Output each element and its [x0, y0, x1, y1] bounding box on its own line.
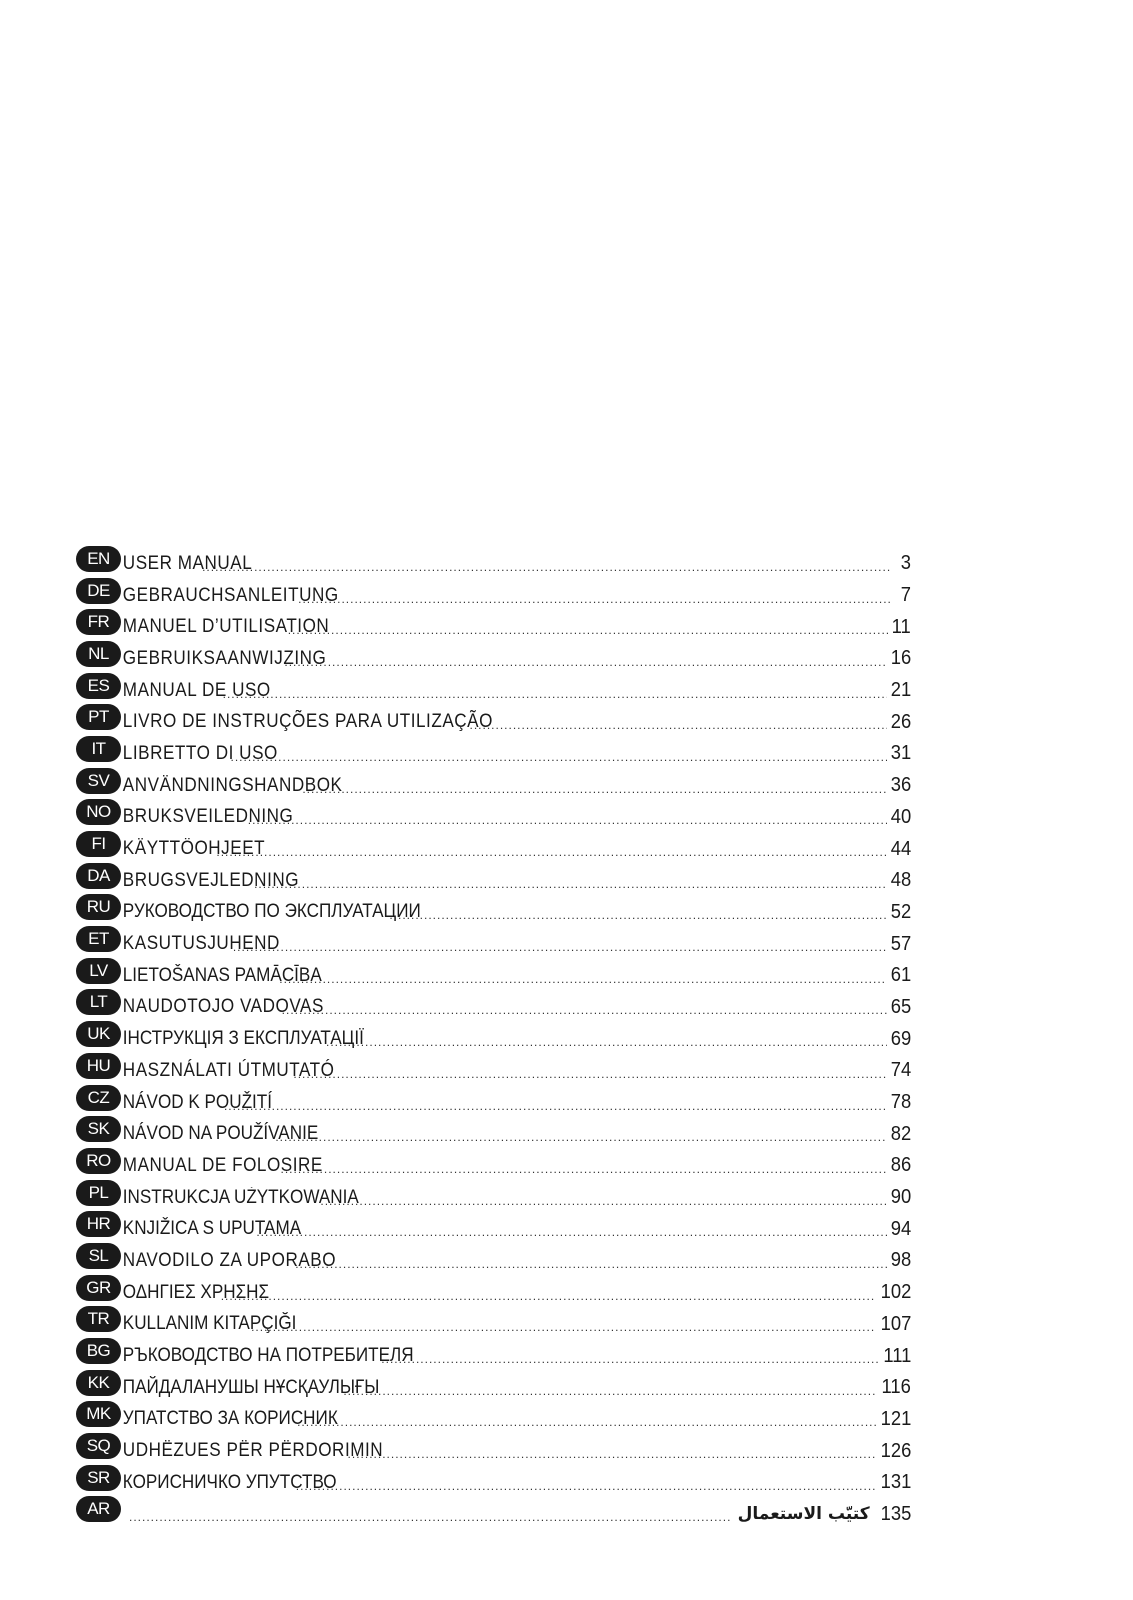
dot-leader	[469, 718, 886, 732]
dot-leader	[216, 845, 886, 859]
toc-row-it[interactable]	[76, 738, 911, 770]
page-number: 31	[890, 742, 911, 765]
language-badge: SL	[76, 1243, 121, 1269]
toc-row-pt[interactable]	[76, 706, 911, 738]
language-badge: IT	[76, 736, 121, 762]
dot-leader	[381, 1352, 878, 1366]
toc-title: KASUTUSJUHEND	[122, 933, 280, 955]
toc-title: ANVÄNDNINGSHANDBOK	[122, 774, 343, 796]
toc-row-pl[interactable]	[76, 1182, 911, 1214]
toc-title: KULLANIM KITAPÇIĞI	[122, 1313, 297, 1335]
page-number: 36	[890, 774, 911, 797]
toc-row-hr[interactable]	[76, 1213, 911, 1245]
toc-row-sv[interactable]	[76, 770, 911, 802]
page-number: 11	[891, 615, 911, 638]
toc-title: BRUGSVEJLEDNING	[122, 869, 300, 891]
toc-title: ΟΔΗΓΙΕΣ ΧΡΗΣΗΣ	[122, 1281, 270, 1303]
toc-title: MANUAL DE FOLOSIRE	[122, 1154, 323, 1176]
toc-row-sr[interactable]	[76, 1467, 911, 1499]
dot-leader	[231, 750, 887, 764]
toc-row-hu[interactable]	[76, 1055, 911, 1087]
language-badge: PT	[76, 704, 121, 730]
dot-leader	[293, 1067, 886, 1081]
toc-title: ПАЙДАЛАНУШЫ НҰСҚАУЛЫҒЫ	[122, 1376, 380, 1398]
toc-row-lt[interactable]	[76, 992, 911, 1024]
page-number: 111	[883, 1344, 911, 1367]
toc-title: РЪКОВОДСТВО НА ПОТРЕБИТЕЛЯ	[122, 1345, 414, 1367]
page-number: 98	[890, 1249, 911, 1272]
language-badge: CZ	[76, 1085, 121, 1111]
toc-row-da[interactable]	[76, 865, 911, 897]
page-number: 90	[890, 1186, 911, 1209]
dot-leader	[320, 1194, 886, 1208]
dot-leader	[389, 908, 886, 922]
language-badge: FR	[76, 609, 121, 635]
language-badge: MK	[76, 1401, 121, 1427]
language-badge: BG	[76, 1338, 121, 1364]
page-number: 131	[880, 1471, 911, 1494]
toc-row-en[interactable]	[76, 548, 911, 580]
toc-title: MANUAL DE USO	[122, 679, 271, 701]
page-number: 102	[880, 1281, 911, 1304]
dot-leader	[297, 1415, 876, 1429]
toc-title: ІНСТРУКЦІЯ З ЕКСПЛУАТАЦІЇ	[122, 1028, 364, 1050]
toc-row-de[interactable]	[76, 580, 911, 612]
page-number: 57	[890, 932, 911, 955]
page-number: 3	[900, 552, 911, 575]
toc-row-ar[interactable]	[76, 1499, 911, 1531]
toc-row-tr[interactable]	[76, 1309, 911, 1341]
language-badge: LT	[76, 989, 121, 1015]
page-number: 94	[890, 1217, 911, 1240]
toc-title: LIVRO DE INSTRUÇÕES PARA UTILIZAÇÃO	[122, 711, 493, 733]
toc-row-gr[interactable]	[76, 1277, 911, 1309]
toc-row-mk[interactable]	[76, 1404, 911, 1436]
dot-leader	[251, 1320, 876, 1334]
toc-row-sl[interactable]	[76, 1245, 911, 1277]
toc-title: NAUDOTOJO VADOVAS	[122, 996, 324, 1018]
language-badge: RO	[76, 1148, 121, 1174]
toc-row-bg[interactable]	[76, 1340, 911, 1372]
page-number: 52	[890, 900, 911, 923]
page-number: 116	[881, 1376, 911, 1399]
dot-leader	[202, 560, 891, 574]
page-number: 121	[880, 1407, 911, 1430]
toc-row-ru[interactable]	[76, 897, 911, 929]
language-badge: ES	[76, 673, 121, 699]
language-badge: NL	[76, 641, 121, 667]
language-badge: DA	[76, 863, 121, 889]
page-number: 16	[890, 647, 911, 670]
dot-leader	[223, 687, 887, 701]
dot-leader	[129, 1510, 732, 1524]
dot-leader	[295, 1257, 887, 1271]
toc-row-sq[interactable]	[76, 1435, 911, 1467]
dot-leader	[254, 877, 887, 891]
table-of-contents	[76, 548, 911, 1530]
page-number: 40	[890, 805, 911, 828]
toc-title: USER MANUAL	[122, 552, 253, 574]
dot-leader	[224, 1099, 887, 1113]
dot-leader	[343, 1384, 877, 1398]
toc-title: INSTRUKCJA UŻYTKOWANIA	[122, 1186, 359, 1208]
toc-row-kk[interactable]	[76, 1372, 911, 1404]
page-number: 48	[890, 869, 911, 892]
dot-leader	[282, 1003, 887, 1017]
toc-row-lv[interactable]	[76, 960, 911, 992]
dot-leader	[298, 592, 891, 606]
dot-leader	[296, 1479, 876, 1493]
toc-row-nl[interactable]	[76, 643, 911, 675]
page-number: 74	[890, 1059, 911, 1082]
dot-leader	[284, 655, 886, 669]
language-badge: FI	[76, 831, 121, 857]
toc-title: LIBRETTO DI USO	[122, 742, 278, 764]
dot-leader	[279, 972, 887, 986]
page-number: 82	[890, 1122, 911, 1145]
language-badge: EN	[76, 546, 121, 572]
page-number: 86	[890, 1154, 911, 1177]
toc-title: КОРИСНИЧКО УПУТСТВО	[122, 1471, 337, 1493]
page-number: 61	[890, 964, 911, 987]
toc-row-fi[interactable]	[76, 833, 911, 865]
page-number: 44	[890, 837, 911, 860]
toc-title: GEBRUIKSAANWIJZING	[122, 647, 327, 669]
toc-row-fr[interactable]	[76, 611, 911, 643]
toc-row-ro[interactable]	[76, 1150, 911, 1182]
toc-title: MANUEL D’UTILISATION	[122, 616, 330, 638]
toc-title: РУКОВОДСТВО ПО ЭКСПЛУАТАЦИИ	[122, 901, 421, 923]
dot-leader	[326, 1035, 887, 1049]
toc-row-uk[interactable]	[76, 1023, 911, 1055]
language-badge: LV	[76, 958, 121, 984]
page-number: 69	[890, 1027, 911, 1050]
language-badge: PL	[76, 1180, 121, 1206]
toc-title: KÄYTTÖOHJEET	[122, 838, 266, 860]
language-badge: AR	[76, 1496, 121, 1522]
page-number: 78	[890, 1091, 911, 1114]
toc-row-no[interactable]	[76, 802, 911, 834]
language-badge: RU	[76, 894, 121, 920]
dot-leader	[256, 1225, 886, 1239]
page-number: 65	[890, 995, 911, 1018]
toc-title: NÁVOD NA POUŽÍVANIE	[122, 1123, 319, 1145]
page-number: 135	[880, 1502, 911, 1525]
language-badge: ET	[76, 926, 121, 952]
dot-leader	[275, 1130, 886, 1144]
language-badge: SK	[76, 1116, 121, 1142]
dot-leader	[281, 1162, 887, 1176]
toc-row-es[interactable]	[76, 675, 911, 707]
language-badge: UK	[76, 1021, 121, 1047]
dot-leader	[348, 1447, 876, 1461]
toc-title: HASZNÁLATI ÚTMUTATÓ	[122, 1059, 335, 1081]
language-badge: TR	[76, 1306, 121, 1332]
toc-title: NAVODILO ZA UPORABO	[122, 1249, 337, 1271]
language-badge: SQ	[76, 1433, 121, 1459]
toc-row-sk[interactable]	[76, 1118, 911, 1150]
dot-leader	[302, 782, 886, 796]
language-badge: DE	[76, 578, 121, 604]
dot-leader	[288, 623, 889, 637]
dot-leader	[233, 940, 887, 954]
page-number: 7	[900, 584, 911, 607]
language-badge: KK	[76, 1370, 121, 1396]
toc-title-arabic: كتيّب الاستعمال	[737, 1504, 870, 1525]
toc-title: GEBRAUCHSANLEITUNG	[122, 584, 339, 606]
dot-leader	[248, 813, 887, 827]
page-number: 26	[890, 710, 911, 733]
language-badge: HU	[76, 1053, 121, 1079]
page-number: 107	[880, 1312, 911, 1335]
toc-title: УПАТСТВО ЗА КОРИСНИК	[122, 1408, 338, 1430]
language-badge: SV	[76, 768, 121, 794]
language-badge: SR	[76, 1465, 121, 1491]
toc-title: UDHËZUES PËR PËRDORIMIN	[122, 1440, 384, 1462]
language-badge: HR	[76, 1211, 121, 1237]
dot-leader	[221, 1289, 876, 1303]
toc-row-et[interactable]	[76, 928, 911, 960]
language-badge: NO	[76, 799, 121, 825]
toc-title: BRUKSVEILEDNING	[122, 806, 294, 828]
language-badge: GR	[76, 1275, 121, 1301]
toc-row-cz[interactable]	[76, 1087, 911, 1119]
page-number: 21	[890, 679, 911, 702]
toc-title: LIETOŠANAS PAMĀCĪBA	[122, 964, 322, 986]
toc-title: KNJIŽICA S UPUTAMA	[122, 1218, 302, 1240]
toc-title: NÁVOD K POUŽITÍ	[122, 1091, 272, 1113]
page-number: 126	[880, 1439, 911, 1462]
